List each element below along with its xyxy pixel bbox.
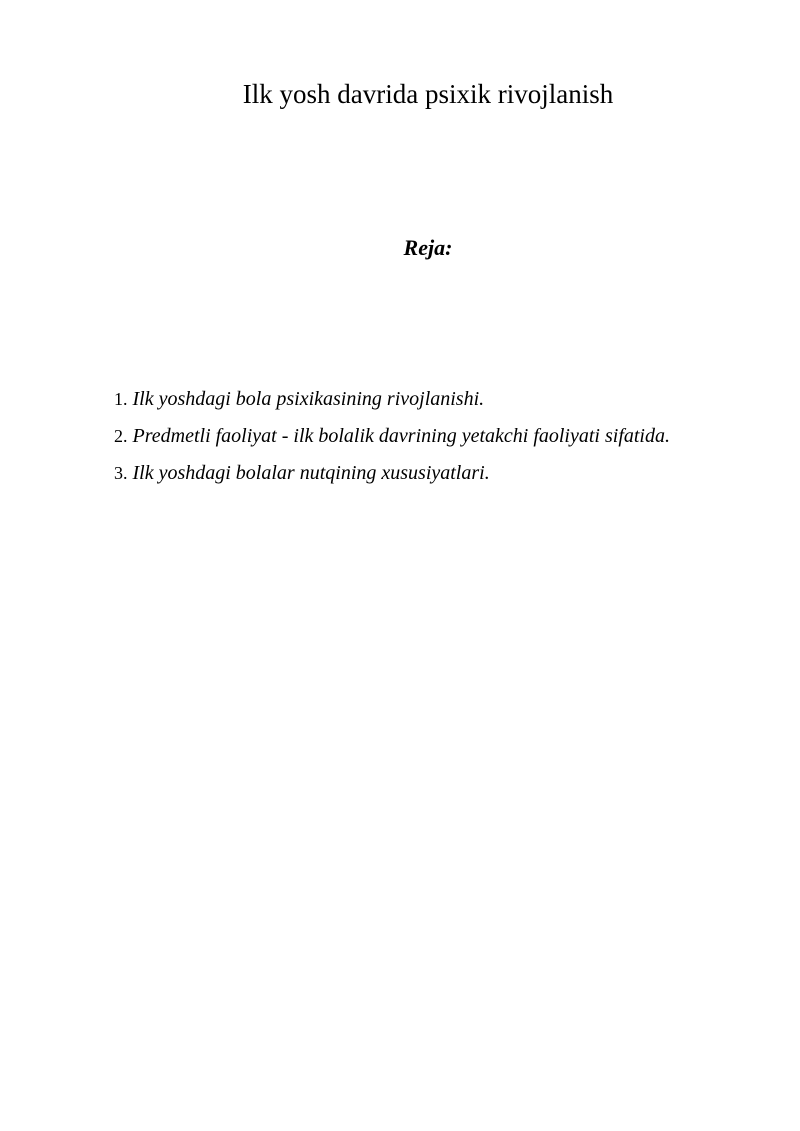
plan-item-text: Ilk yoshdagi bola psixikasining rivojlanishi. <box>132 388 485 410</box>
plan-heading: Reja: <box>403 235 453 260</box>
plan-item-number: 1. <box>114 389 128 409</box>
plan-item-2 <box>114 418 670 455</box>
plan-list <box>114 381 670 492</box>
plan-item-number: 2. <box>114 426 128 446</box>
plan-item-1 <box>114 381 670 418</box>
plan-item-text: Ilk yoshdagi bolalar nutqining xususiyatlari. <box>132 462 490 484</box>
plan-item-3 <box>114 455 670 492</box>
plan-item-number: 3. <box>114 463 128 483</box>
document-title: Ilk yosh davrida psixik rivojlanish <box>242 79 614 109</box>
plan-item-text: Predmetli faoliyat - ilk bolalik davrining yetakchi faoliyati sifatida. <box>132 425 670 447</box>
